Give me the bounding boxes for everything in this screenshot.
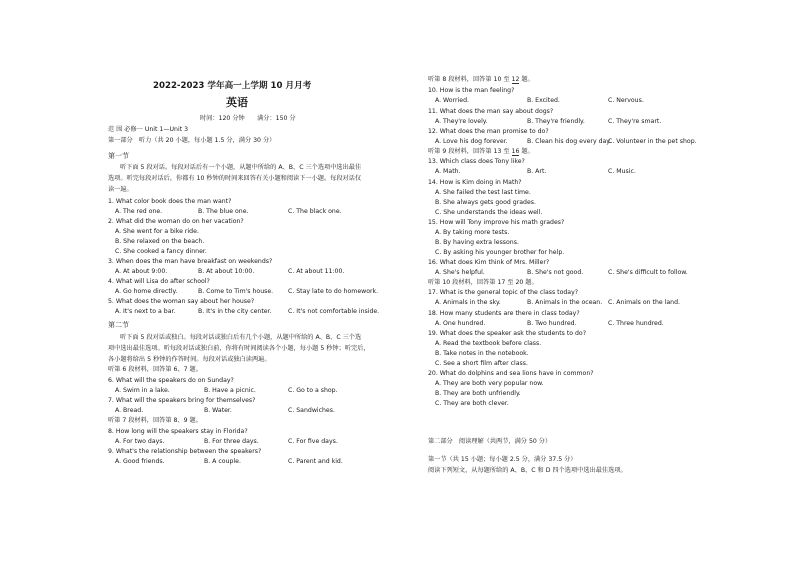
- option: B. Take notes in the notebook.: [435, 350, 529, 357]
- instruction-line: 听下面 5 段对话。每段对话后有一个小题，从题中所给的 A、B、C 三个选项中选出最佳: [120, 164, 362, 171]
- option: B. Animals in the ocean.: [527, 299, 603, 306]
- question-1: 1. What color book does the man want?: [108, 198, 232, 205]
- question-17: 17. What is the general topic of the class today?: [428, 289, 579, 296]
- instruction-line: 项中选出最佳选项。听每段对话或独白前，你将有时间阅读各个小题，每小题 5 秒钟；听完后，: [108, 345, 370, 352]
- option: B. At about 10:00.: [198, 268, 255, 275]
- question-15: 15. How will Tony improve his math grades?: [428, 219, 565, 226]
- question-8: 8. How long will the speakers stay in Florida?: [108, 428, 248, 435]
- group-heading: 听第 6 段材料，回答第 6、7 题。: [108, 366, 202, 373]
- option: B. Excited.: [527, 97, 560, 104]
- option: C. Music.: [608, 168, 636, 175]
- option: A. Bread.: [115, 407, 144, 414]
- option: A. Animals in the sky.: [435, 299, 501, 306]
- option: A. Read the textbook before class.: [435, 340, 542, 347]
- option: B. She always gets good grades.: [435, 199, 536, 206]
- instruction-line: 听下面 5 段对话或独白。每段对话或独白后有几个小题，从题中所给的 A、B、C 三个选: [120, 334, 362, 341]
- question-19: 19. What does the speaker ask the students to do?: [428, 330, 586, 337]
- question-12: 12. What does the man promise to do?: [428, 128, 549, 135]
- option: A. The red one.: [115, 208, 163, 215]
- question-20: 20. What do dolphins and sea lions have in common?: [428, 370, 594, 377]
- option: C. Sandwiches.: [288, 407, 335, 414]
- time-score: 时间：120 分钟 满分：150 分: [200, 115, 296, 122]
- option: A. Math.: [435, 168, 461, 175]
- option: B. A couple.: [204, 458, 241, 465]
- question-14: 14. How is Kim doing in Math?: [428, 179, 522, 186]
- option: C. She's difficult to follow.: [608, 269, 688, 276]
- option: A. She's helpful.: [435, 269, 485, 276]
- question-16: 16. What does Kim think of Mrs. Miller?: [428, 259, 550, 266]
- option: A. At about 9:00.: [115, 268, 168, 275]
- question-6: 6. What will the speakers do on Sunday?: [108, 377, 234, 384]
- option: A. Worried.: [435, 97, 469, 104]
- option: B. She relaxed on the beach.: [115, 238, 205, 245]
- question-5: 5. What does the woman say about her house?: [108, 298, 255, 305]
- option: A. Good friends.: [115, 458, 165, 465]
- option: C. They are both clever.: [435, 400, 509, 407]
- section2-heading: 第二节: [108, 321, 129, 329]
- option: B. Water.: [204, 407, 232, 414]
- option: B. She's not good.: [527, 269, 584, 276]
- group-heading: 听第 9 段材料，回答第 13 至 16 题。: [428, 148, 534, 155]
- part1-heading: 第一部分 听力（共 20 小题，每小题 1.5 分，满分 30 分）: [108, 137, 276, 144]
- option: B. For three days.: [204, 438, 259, 445]
- question-2: 2. What did the woman do on her vacation?: [108, 218, 244, 225]
- option: A. They are both very popular now.: [435, 380, 544, 387]
- option: A. They're lovely.: [435, 118, 488, 125]
- option: C. Go to a shop.: [288, 387, 338, 394]
- part2-heading: 第二部分 阅读理解（共两节，满分 50 分）: [428, 438, 552, 445]
- part2-instructions: 阅读下列短文，从每题所给的 A、B、C 和 D 四个选项中选出最佳选项。: [428, 467, 627, 474]
- option: A. Go home directly.: [115, 288, 178, 295]
- option: B. It's in the city center.: [198, 308, 272, 315]
- option: B. By having extra lessons.: [435, 239, 519, 246]
- section1-heading: 第一节: [108, 152, 129, 160]
- part2-section1-heading: 第一节（共 15 小题；每小题 2.5 分，满分 37.5 分）: [428, 456, 577, 463]
- option: B. Art.: [527, 168, 547, 175]
- option: B. Come to Tim's house.: [198, 288, 274, 295]
- scope: 范 围 必修一 Unit 1—Unit 3: [108, 126, 189, 133]
- instruction-line: 各小题将给出 5 秒钟的作答时间。每段对话或独白读两遍。: [108, 356, 271, 363]
- option: C. It's not comfortable inside.: [288, 308, 380, 315]
- group-heading: 听第 7 段材料，回答第 8、9 题。: [108, 417, 202, 424]
- page-title: 2022-2023 学年高一上学期 10 月月考: [153, 81, 312, 91]
- option: B. Two hundred.: [527, 320, 577, 327]
- option: C. She understands the ideas well.: [435, 209, 543, 216]
- group-heading: 听第 8 段材料，回答第 10 至 12 题。: [428, 76, 534, 83]
- question-10: 10. How is the man feeling?: [428, 87, 515, 94]
- option: A. By taking more tests.: [435, 229, 510, 236]
- option: C. Parent and kid.: [288, 458, 343, 465]
- option: B. Clean his dog every day.: [527, 138, 612, 145]
- option: A. Love his dog forever.: [435, 138, 508, 145]
- subject-title: 英语: [226, 96, 248, 109]
- option: C. See a short film after class.: [435, 360, 528, 367]
- option: C. The black one.: [288, 208, 342, 215]
- option: C. Animals on the land.: [608, 299, 680, 306]
- question-7: 7. What will the speakers bring for themselves?: [108, 397, 256, 404]
- option: C. Three hundred.: [608, 320, 664, 327]
- option: A. For two days.: [115, 438, 165, 445]
- option: A. She went for a bike ride.: [115, 228, 199, 235]
- option: A. It's next to a bar.: [115, 308, 176, 315]
- option: C. She cooked a fancy dinner.: [115, 248, 207, 255]
- instruction-line: 选项。听完每段对话后，你都有 10 秒钟的时间来回答有关小题和阅读下一小题。每段对话仅: [108, 175, 362, 182]
- option: C. Volunteer in the pet shop.: [608, 138, 697, 145]
- question-3: 3. When does the man have breakfast on weekends?: [108, 258, 273, 265]
- option: A. She failed the test last time.: [435, 189, 531, 196]
- question-4: 4. What will Lisa do after school?: [108, 278, 210, 285]
- question-11: 11. What does the man say about dogs?: [428, 108, 554, 115]
- instruction-line: 读一遍。: [108, 186, 133, 193]
- option: C. By asking his younger brother for help.: [435, 249, 565, 256]
- question-13: 13. Which class does Tony like?: [428, 158, 525, 165]
- option: A. One hundred.: [435, 320, 486, 327]
- option: B. Have a picnic.: [204, 387, 256, 394]
- option: C. At about 11:00.: [288, 268, 345, 275]
- option: C. They're smart.: [608, 118, 662, 125]
- option: C. Stay late to do homework.: [288, 288, 379, 295]
- question-18: 18. How many students are there in class today?: [428, 310, 580, 317]
- question-9: 9. What's the relationship between the speakers?: [108, 448, 262, 455]
- option: B. They're friendly.: [527, 118, 585, 125]
- group-heading: 听第 10 段材料，回答第 17 至 20 题。: [428, 279, 538, 286]
- option: C. For five days.: [288, 438, 338, 445]
- option: B. They are both unfriendly.: [435, 390, 521, 397]
- option: C. Nervous.: [608, 97, 644, 104]
- option: B. The blue one.: [198, 208, 249, 215]
- option: A. Swim in a lake.: [115, 387, 170, 394]
